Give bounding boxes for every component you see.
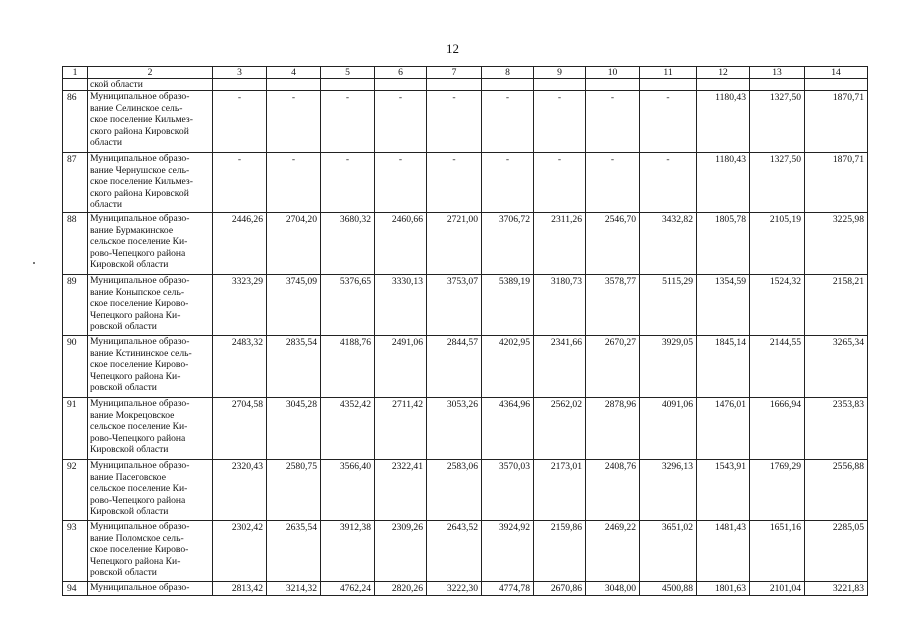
value-cell: 4500,88 (640, 582, 697, 595)
municipality-name-cell: Муниципальное образо- вание Чернушское сель- ское поселение Кильмез- ского района Кировской области (88, 153, 213, 213)
table-row (63, 521, 868, 582)
value-cell: 2446,26 (213, 213, 267, 275)
value-cell: 2820,26 (375, 582, 427, 595)
value-cell: - (640, 91, 697, 153)
value-cell: 4202,95 (482, 336, 534, 398)
column-header: 10 (586, 67, 640, 79)
value-cell: 2460,66 (375, 213, 427, 275)
value-cell: 4774,78 (482, 582, 534, 595)
value-cell: 3180,73 (534, 275, 586, 336)
value-cell: 2285,05 (805, 521, 868, 582)
table-row (63, 336, 868, 398)
value-cell: 2320,43 (213, 460, 267, 521)
row-number-cell (63, 79, 88, 91)
value-cell: 1476,01 (697, 398, 750, 460)
value-cell: 4352,42 (321, 398, 375, 460)
value-cell: - (534, 153, 586, 213)
value-cell: 1327,50 (750, 153, 805, 213)
column-header: 3 (213, 67, 267, 79)
value-cell: 3225,98 (805, 213, 868, 275)
municipality-name-cell: Муниципальное образо- вание Поломское сель- ское поселение Кирово- Чепецкого района Ки- ровской области (88, 521, 213, 582)
value-cell: 3706,72 (482, 213, 534, 275)
value-cell: 1354,59 (697, 275, 750, 336)
value-cell: 4188,76 (321, 336, 375, 398)
municipality-name-cell: Муниципальное образо- вание Бурмакинское сельское поселение Ки- рово-Чепецкого района Кировской области (88, 213, 213, 275)
value-cell: 2469,22 (586, 521, 640, 582)
value-cell: 3753,07 (427, 275, 482, 336)
column-number-row (63, 67, 868, 79)
value-cell: 2173,01 (534, 460, 586, 521)
value-cell: 4091,06 (640, 398, 697, 460)
column-header: 9 (534, 67, 586, 79)
value-cell: 3680,32 (321, 213, 375, 275)
value-cell: 3265,34 (805, 336, 868, 398)
municipality-name-cell: Муниципальное образо- (88, 582, 213, 595)
municipality-name-cell: Муниципальное образо- вание Селинское сель- ское поселение Кильмез- ского района Кировской области (88, 91, 213, 153)
value-cell: - (213, 91, 267, 153)
column-header: 5 (321, 67, 375, 79)
municipality-name-cell: Муниципальное образо- вание Мокрецовское сельское поселение Ки- рово-Чепецкого района Кировской области (88, 398, 213, 460)
row-number-cell: 90 (63, 336, 88, 398)
value-cell: 2704,20 (267, 213, 321, 275)
column-header: 4 (267, 67, 321, 79)
value-cell: 2583,06 (427, 460, 482, 521)
row-number-cell: 91 (63, 398, 88, 460)
value-cell: 1801,63 (697, 582, 750, 595)
value-cell: 2322,41 (375, 460, 427, 521)
value-cell: 2341,66 (534, 336, 586, 398)
column-header: 7 (427, 67, 482, 79)
value-cell: 3222,30 (427, 582, 482, 595)
value-cell: 3651,02 (640, 521, 697, 582)
tariff-table (62, 66, 868, 596)
municipality-name-cell: Муниципальное образо- вание Кстининское сель- ское поселение Кирово- Чепецкого района Ки- ровской области (88, 336, 213, 398)
column-header: 12 (697, 67, 750, 79)
value-cell: 1870,71 (805, 91, 868, 153)
value-cell: 3330,13 (375, 275, 427, 336)
value-cell: 5389,19 (482, 275, 534, 336)
value-cell: 2635,54 (267, 521, 321, 582)
value-cell: 5115,29 (640, 275, 697, 336)
value-cell: - (321, 153, 375, 213)
value-cell: 3214,32 (267, 582, 321, 595)
value-cell: - (213, 153, 267, 213)
value-cell: 2813,42 (213, 582, 267, 595)
value-cell: 2159,86 (534, 521, 586, 582)
value-cell: 2580,75 (267, 460, 321, 521)
value-cell: 1666,94 (750, 398, 805, 460)
table-row (63, 213, 868, 275)
value-cell: 3745,09 (267, 275, 321, 336)
value-cell: - (482, 153, 534, 213)
value-cell: 2483,32 (213, 336, 267, 398)
value-cell: 2105,19 (750, 213, 805, 275)
value-cell: - (534, 91, 586, 153)
value-cell: 1327,50 (750, 91, 805, 153)
row-number-cell: 93 (63, 521, 88, 582)
value-cell: - (375, 91, 427, 153)
value-cell: 2491,06 (375, 336, 427, 398)
value-cell: 2408,76 (586, 460, 640, 521)
value-cell: - (482, 91, 534, 153)
table-row (63, 582, 868, 595)
value-cell: 3432,82 (640, 213, 697, 275)
value-cell: 3566,40 (321, 460, 375, 521)
value-cell: 1805,78 (697, 213, 750, 275)
page-number: 12 (446, 41, 459, 56)
value-cell: - (375, 153, 427, 213)
value-cell: 1481,43 (697, 521, 750, 582)
table-row (63, 398, 868, 460)
value-cell: 3221,83 (805, 582, 868, 595)
value-cell: 2711,42 (375, 398, 427, 460)
municipality-name-cell: ской области (88, 79, 213, 91)
value-cell: 2878,96 (586, 398, 640, 460)
value-cell: 2643,52 (427, 521, 482, 582)
value-cell: 2556,88 (805, 460, 868, 521)
value-cell: 1524,32 (750, 275, 805, 336)
column-header: 8 (482, 67, 534, 79)
column-header: 2 (88, 67, 213, 79)
value-cell: - (586, 153, 640, 213)
column-header: 11 (640, 67, 697, 79)
value-cell: 2670,27 (586, 336, 640, 398)
value-cell: 1845,14 (697, 336, 750, 398)
value-cell: 5376,65 (321, 275, 375, 336)
value-cell: 2309,26 (375, 521, 427, 582)
value-cell: 2670,86 (534, 582, 586, 595)
value-cell: - (586, 91, 640, 153)
value-cell: 2302,42 (213, 521, 267, 582)
value-cell: 1651,16 (750, 521, 805, 582)
value-cell: - (427, 91, 482, 153)
continuation-row (63, 79, 868, 91)
municipality-name-cell: Муниципальное образо- вание Коныпское сель- ское поселение Кирово- Чепецкого района Ки- ровской области (88, 275, 213, 336)
value-cell: 2353,83 (805, 398, 868, 460)
value-cell: 2844,57 (427, 336, 482, 398)
value-cell: 2562,02 (534, 398, 586, 460)
column-header: 13 (750, 67, 805, 79)
scan-artifact (33, 262, 35, 264)
value-cell: 2101,04 (750, 582, 805, 595)
value-cell: 3924,92 (482, 521, 534, 582)
value-cell: 1543,91 (697, 460, 750, 521)
value-cell: 2144,55 (750, 336, 805, 398)
value-cell: 3570,03 (482, 460, 534, 521)
value-cell: 4364,96 (482, 398, 534, 460)
value-cell: 3045,28 (267, 398, 321, 460)
table-row (63, 460, 868, 521)
row-number-cell: 88 (63, 213, 88, 275)
table-row (63, 153, 868, 213)
value-cell: 2158,21 (805, 275, 868, 336)
value-cell: - (321, 91, 375, 153)
value-cell: 3929,05 (640, 336, 697, 398)
column-header: 6 (375, 67, 427, 79)
value-cell: 3912,38 (321, 521, 375, 582)
value-cell: - (267, 153, 321, 213)
value-cell: 1769,29 (750, 460, 805, 521)
value-cell: - (640, 153, 697, 213)
row-number-cell: 89 (63, 275, 88, 336)
row-number-cell: 86 (63, 91, 88, 153)
value-cell: 3323,29 (213, 275, 267, 336)
row-number-cell: 87 (63, 153, 88, 213)
value-cell: - (427, 153, 482, 213)
table-row (63, 275, 868, 336)
value-cell: 1180,43 (697, 91, 750, 153)
value-cell: 3296,13 (640, 460, 697, 521)
value-cell: - (267, 91, 321, 153)
value-cell: 3048,00 (586, 582, 640, 595)
value-cell: 2311,26 (534, 213, 586, 275)
value-cell: 1180,43 (697, 153, 750, 213)
table-row (63, 91, 868, 153)
row-number-cell: 94 (63, 582, 88, 595)
value-cell: 2704,58 (213, 398, 267, 460)
value-cell: 3578,77 (586, 275, 640, 336)
column-header: 1 (63, 67, 88, 79)
value-cell: 4762,24 (321, 582, 375, 595)
value-cell: 3053,26 (427, 398, 482, 460)
value-cell: 2835,54 (267, 336, 321, 398)
value-cell: 1870,71 (805, 153, 868, 213)
row-number-cell: 92 (63, 460, 88, 521)
value-cell: 2721,00 (427, 213, 482, 275)
column-header: 14 (805, 67, 868, 79)
municipality-name-cell: Муниципальное образо- вание Пасеговское сельское поселение Ки- рово-Чепецкого района Кировской области (88, 460, 213, 521)
value-cell: 2546,70 (586, 213, 640, 275)
